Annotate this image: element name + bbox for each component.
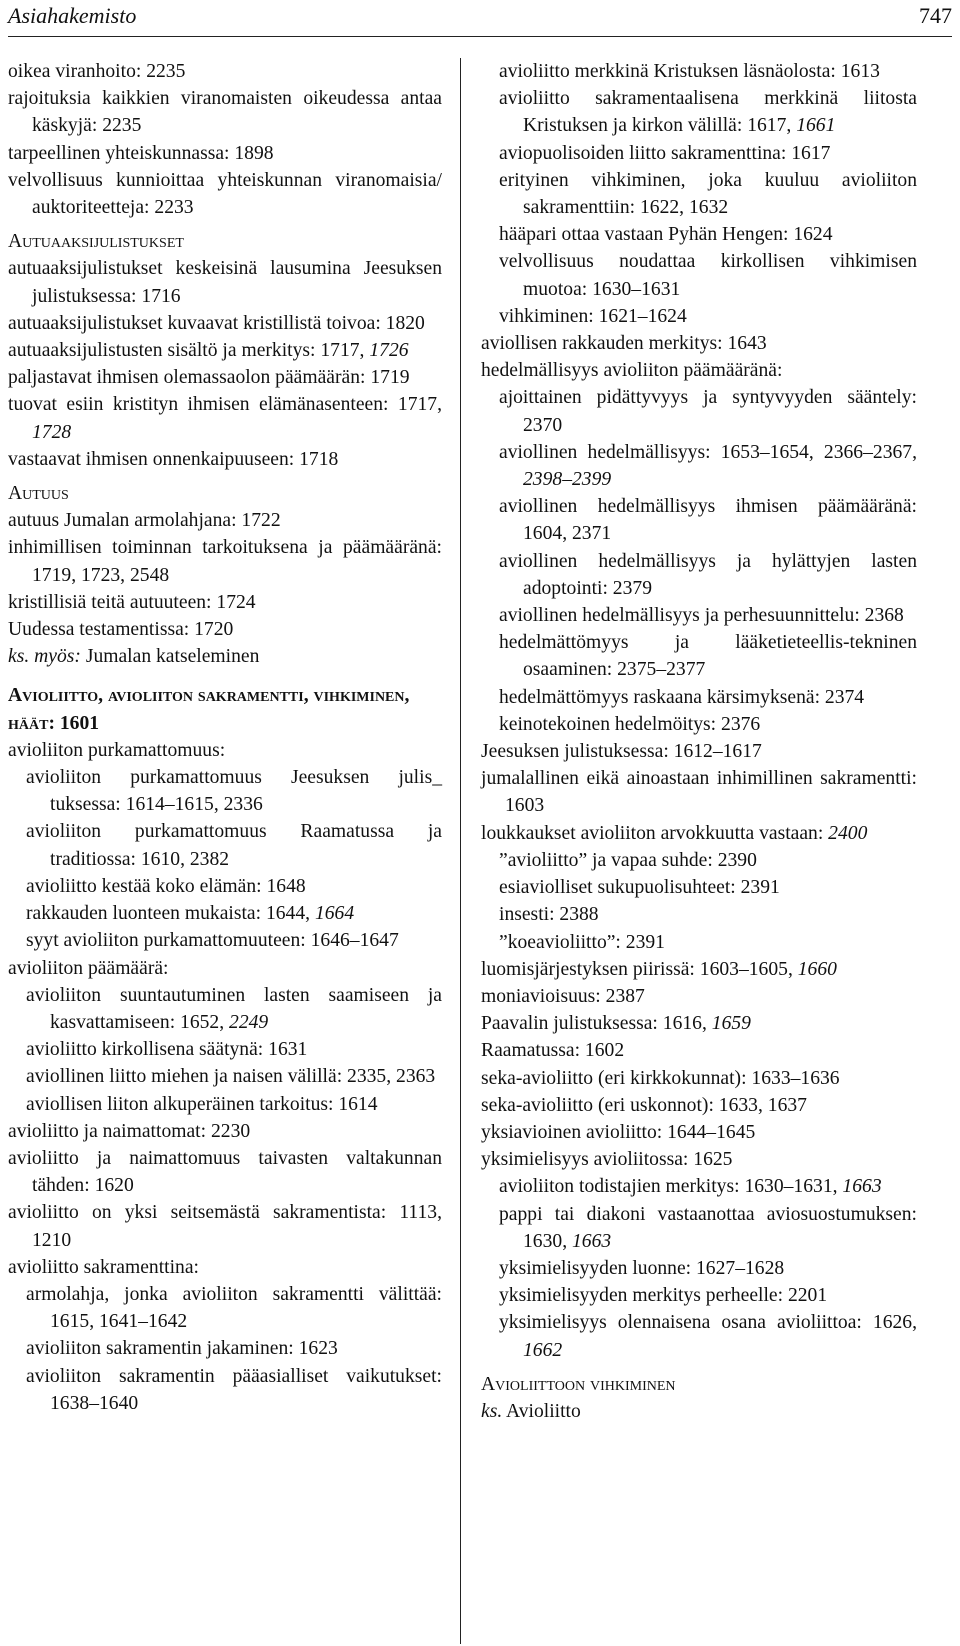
- index-subentry: [481, 85, 917, 139]
- index-text: hedelmällisyys avioliiton päämääränä:: [481, 360, 783, 382]
- index-text: 1728: [32, 421, 72, 443]
- index-entry: [481, 1092, 917, 1119]
- index-text: avioliiton päämäärä:: [8, 957, 169, 979]
- index-text: aviollinen hedelmällisyys ja perhesuunnittelu: 2368: [499, 605, 904, 627]
- index-text: rajoituksia kaikkien viranomaisten oikeudessa antaa käskyjä: 2235: [8, 88, 442, 137]
- index-text: avioliitto sakramentaalisena merkkinä liitosta Kristuksen ja kirkon välillä: 1617,: [499, 88, 917, 137]
- index-subentry: [481, 439, 917, 493]
- index-subentry: [481, 1255, 917, 1282]
- index-entry: [481, 956, 917, 983]
- index-subentry: [8, 1091, 442, 1118]
- index-entry: [8, 589, 442, 616]
- index-subentry: [8, 818, 442, 872]
- index-text: keinotekoinen hedelmöitys: 2376: [499, 713, 761, 735]
- index-text: insesti: 2388: [499, 904, 599, 926]
- index-text: Jeesuksen julistuksessa: 1612–1617: [481, 741, 762, 763]
- index-text: loukkaukset avioliiton arvokkuutta vastaan:: [481, 822, 829, 844]
- index-subentry: [481, 248, 917, 302]
- section-title: Asiahakemisto: [8, 3, 137, 28]
- index-text: autuaaksijulistukset keskeisinä lausumina Jeesuksen julistuksessa: 1716: [8, 258, 442, 307]
- index-subentry: [481, 847, 917, 874]
- index-entry: [8, 1254, 442, 1281]
- index-text: avioliiton purkamattomuus Jeesuksen julis_ tuksessa: 1614–1615, 2336: [26, 767, 442, 816]
- index-entry: [481, 738, 917, 765]
- index-text: Avioliittoon vihkiminen: [481, 1373, 676, 1395]
- index-entry: [8, 1199, 442, 1253]
- index-entry: [481, 1398, 917, 1425]
- index-entry: [8, 955, 442, 982]
- index-entry: [8, 616, 442, 643]
- index-subentry: [481, 493, 917, 547]
- index-text: yksimielisyys olennaisena osana avioliittoa: 1626,: [499, 1312, 917, 1334]
- index-text: avioliitto kirkollisena säätynä: 1631: [26, 1039, 308, 1061]
- index-subentry: [481, 58, 917, 85]
- index-subentry: [481, 221, 917, 248]
- index-text: ks.: [481, 1400, 503, 1422]
- index-entry: [8, 737, 442, 764]
- index-text: avioliiton suuntautuminen lasten saamiseen ja kasvattamiseen: 1652,: [26, 984, 442, 1033]
- index-entry: [8, 1118, 442, 1145]
- index-text: aviollisen rakkauden merkitys: 1643: [481, 333, 767, 355]
- index-heading: [8, 228, 442, 255]
- index-text: yksimielisyyden merkitys perheelle: 2201: [499, 1285, 828, 1307]
- running-header: [8, 0, 952, 37]
- index-entry: [481, 357, 917, 384]
- index-text: inhimillisen toiminnan tarkoituksena ja päämääränä: 1719, 1723, 2548: [8, 537, 442, 586]
- index-text: vastaavat ihmisen onnenkaipuuseen: 1718: [8, 448, 339, 470]
- index-text: velvollisuus noudattaa kirkollisen vihkimisen muotoa: 1630–1631: [499, 251, 917, 300]
- index-text: Raamatussa: 1602: [481, 1040, 625, 1062]
- index-text: aviollinen hedelmällisyys ihmisen päämääränä: 1604, 2371: [499, 496, 917, 545]
- index-text: avioliitto merkkinä Kristuksen läsnäolosta: 1613: [499, 61, 880, 82]
- index-text: Avioliitto, avioliiton sakramentti, vihkiminen, häät: [8, 685, 410, 734]
- index-entry: [8, 643, 442, 670]
- index-column-right: [481, 58, 917, 1425]
- index-text: : 1601: [48, 712, 100, 734]
- index-subentry: [8, 1363, 442, 1417]
- index-text: hedelmättömyys raskaana kärsimyksenä: 2374: [499, 686, 865, 708]
- index-entry: [481, 1037, 917, 1064]
- index-text: avioliitto on yksi seitsemästä sakramentista: 1113, 1210: [8, 1202, 442, 1251]
- index-entry: [8, 1145, 442, 1199]
- index-text: syyt avioliiton purkamattomuuteen: 1646–1647: [26, 930, 399, 952]
- index-heading: [481, 1371, 917, 1398]
- index-text: Paavalin julistuksessa: 1616,: [481, 1013, 712, 1035]
- index-text: ks. myös:: [8, 646, 81, 668]
- index-text: armolahja, jonka avioliiton sakramentti välittää: 1615, 1641–1642: [26, 1283, 442, 1333]
- index-text: seka-avioliitto (eri uskonnot): 1633, 1637: [481, 1094, 807, 1116]
- index-entry: [8, 446, 442, 473]
- index-subentry: [8, 927, 442, 954]
- index-text: autuaaksijulistusten sisältö ja merkitys: 1717,: [8, 340, 370, 362]
- index-text: tarpeellinen yhteiskunnassa: 1898: [8, 142, 274, 164]
- index-subentry: [481, 1309, 917, 1363]
- index-heading: [8, 480, 442, 507]
- index-subentry: [481, 384, 917, 438]
- index-text: 2400: [828, 822, 868, 844]
- index-subentry: [481, 548, 917, 602]
- index-subentry: [481, 167, 917, 221]
- index-text: avioliitto kestää koko elämän: 1648: [26, 875, 306, 897]
- index-text: avioliitto sakramenttina:: [8, 1256, 199, 1278]
- index-text: ”koeavioliitto”: 2391: [499, 931, 665, 953]
- index-text: yksimielisyyden luonne: 1627–1628: [499, 1257, 785, 1279]
- index-text: tuovat esiin kristityn ihmisen elämänasenteen: 1717,: [8, 394, 442, 416]
- index-text: ”avioliitto” ja vapaa suhde: 2390: [499, 849, 757, 871]
- index-text: 1726: [369, 340, 409, 362]
- index-subentry: [481, 711, 917, 738]
- index-subentry: [481, 303, 917, 330]
- index-subentry: [481, 602, 917, 629]
- index-text: pappi tai diakoni vastaanottaa aviosuostumuksen: 1630,: [499, 1203, 917, 1252]
- index-text: hääpari ottaa vastaan Pyhän Hengen: 1624: [499, 224, 833, 246]
- index-text: avioliiton todistajien merkitys: 1630–1631,: [499, 1176, 843, 1198]
- index-text: 1660: [797, 958, 837, 980]
- index-subentry: [8, 1063, 442, 1090]
- index-subentry: [8, 764, 442, 818]
- index-subentry: [8, 1281, 442, 1335]
- index-text: erityinen vihkiminen, joka kuuluu avioliiton sakramenttiin: 1622, 1632: [499, 169, 917, 219]
- index-entry: [481, 1065, 917, 1092]
- index-entry: [481, 765, 917, 819]
- index-entry: [481, 1119, 917, 1146]
- index-entry: [8, 337, 442, 364]
- index-entry: [481, 330, 917, 357]
- index-text: avioliiton sakramentin jakaminen: 1623: [26, 1338, 338, 1360]
- index-column-left: [8, 58, 442, 1417]
- index-entry: [8, 391, 442, 445]
- page-number: 747: [919, 3, 952, 28]
- index-text: Autuaaksijulistukset: [8, 231, 184, 253]
- index-text: aviopuolisoiden liitto sakramenttina: 1617: [499, 142, 831, 164]
- index-text: aviollinen hedelmällisyys ja hylättyjen lasten adoptointi: 2379: [499, 550, 917, 599]
- index-text: 1663: [842, 1176, 882, 1198]
- index-subentry: [481, 1173, 917, 1200]
- index-text: paljastavat ihmisen olemassaolon päämäärän: 1719: [8, 367, 410, 389]
- index-text: velvollisuus kunnioittaa yhteiskunnan viranomaisia/ auktoriteetteja: 2233: [8, 169, 442, 219]
- index-text: 1661: [796, 115, 836, 137]
- index-text: kristillisiä teitä autuuteen: 1724: [8, 591, 256, 613]
- index-text: autuus Jumalan armolahjana: 1722: [8, 510, 281, 532]
- index-subentry: [481, 901, 917, 928]
- index-entry: [481, 983, 917, 1010]
- index-subentry: [8, 1036, 442, 1063]
- index-text: ajoittainen pidättyvyys ja syntyvyyden sääntely: 2370: [499, 387, 917, 436]
- index-text: oikea viranhoito: 2235: [8, 61, 186, 82]
- index-subentry: [481, 874, 917, 901]
- index-text: 1659: [711, 1013, 751, 1035]
- index-text: Uudessa testamentissa: 1720: [8, 619, 234, 641]
- index-text: avioliitto ja naimattomat: 2230: [8, 1120, 251, 1142]
- index-text: 2398–2399: [523, 469, 612, 491]
- index-subentry: [481, 1201, 917, 1255]
- index-text: esiaviolliset sukupuolisuhteet: 2391: [499, 877, 780, 899]
- index-text: 2249: [229, 1011, 269, 1033]
- index-text: 1662: [523, 1339, 563, 1361]
- index-entry: [8, 507, 442, 534]
- index-subentry: [481, 140, 917, 167]
- index-text: avioliiton purkamattomuus Raamatussa ja traditiossa: 1610, 2382: [26, 821, 442, 870]
- index-text: rakkauden luonteen mukaista: 1644,: [26, 903, 315, 925]
- index-text: Jumalan katseleminen: [80, 646, 260, 668]
- index-text: avioliitto ja naimattomuus taivasten valtakunnan tähden: 1620: [8, 1147, 442, 1197]
- index-text: autuaaksijulistukset kuvaavat kristillistä toivoa: 1820: [8, 312, 425, 334]
- index-subentry: [8, 1335, 442, 1362]
- index-subentry: [8, 982, 442, 1036]
- index-text: Autuus: [8, 483, 69, 505]
- index-text: hedelmättömyys ja lääketieteellis-tekninen osaaminen: 2375–2377: [499, 632, 917, 681]
- index-subentry: [481, 929, 917, 956]
- index-subentry: [481, 629, 917, 683]
- index-text: aviollinen hedelmällisyys: 1653–1654, 2366–2367,: [499, 441, 917, 463]
- index-subentry: [481, 684, 917, 711]
- index-text: 1663: [571, 1230, 612, 1252]
- index-text: aviollinen liitto miehen ja naisen välillä: 2335, 2363: [26, 1066, 436, 1088]
- index-entry: [8, 167, 442, 221]
- index-entry: [8, 255, 442, 309]
- index-entry: [8, 140, 442, 167]
- index-text: Avioliitto: [502, 1400, 581, 1422]
- index-text: aviollisen liiton alkuperäinen tarkoitus: 1614: [26, 1093, 378, 1115]
- index-entry: [481, 820, 917, 847]
- column-divider: [460, 58, 461, 1644]
- index-text: vihkiminen: 1621–1624: [499, 305, 687, 327]
- index-entry: [8, 534, 442, 588]
- index-text: jumalallinen eikä ainoastaan inhimillinen sakramentti: 1603: [481, 768, 917, 817]
- index-text: avioliiton sakramentin pääasialliset vaikutukset: 1638–1640: [26, 1365, 442, 1414]
- index-entry: [8, 85, 442, 139]
- index-text: moniavioisuus: 2387: [481, 985, 645, 1007]
- index-text: luomisjärjestyksen piirissä: 1603–1605,: [481, 958, 798, 980]
- index-text: seka-avioliitto (eri kirkkokunnat): 1633–1636: [481, 1067, 840, 1089]
- index-entry: [481, 1146, 917, 1173]
- index-entry: [481, 1010, 917, 1037]
- index-entry: [8, 310, 442, 337]
- index-text: yksimielisyys avioliitossa: 1625: [481, 1149, 733, 1171]
- index-entry: [8, 58, 442, 85]
- index-text: avioliiton purkamattomuus:: [8, 739, 226, 761]
- index-subentry: [481, 1282, 917, 1309]
- index-subentry: [8, 900, 442, 927]
- index-text: yksiavioinen avioliitto: 1644–1645: [481, 1121, 756, 1143]
- index-subentry: [8, 873, 442, 900]
- index-heading: [8, 682, 442, 736]
- index-text: 1664: [314, 903, 355, 925]
- index-entry: [8, 364, 442, 391]
